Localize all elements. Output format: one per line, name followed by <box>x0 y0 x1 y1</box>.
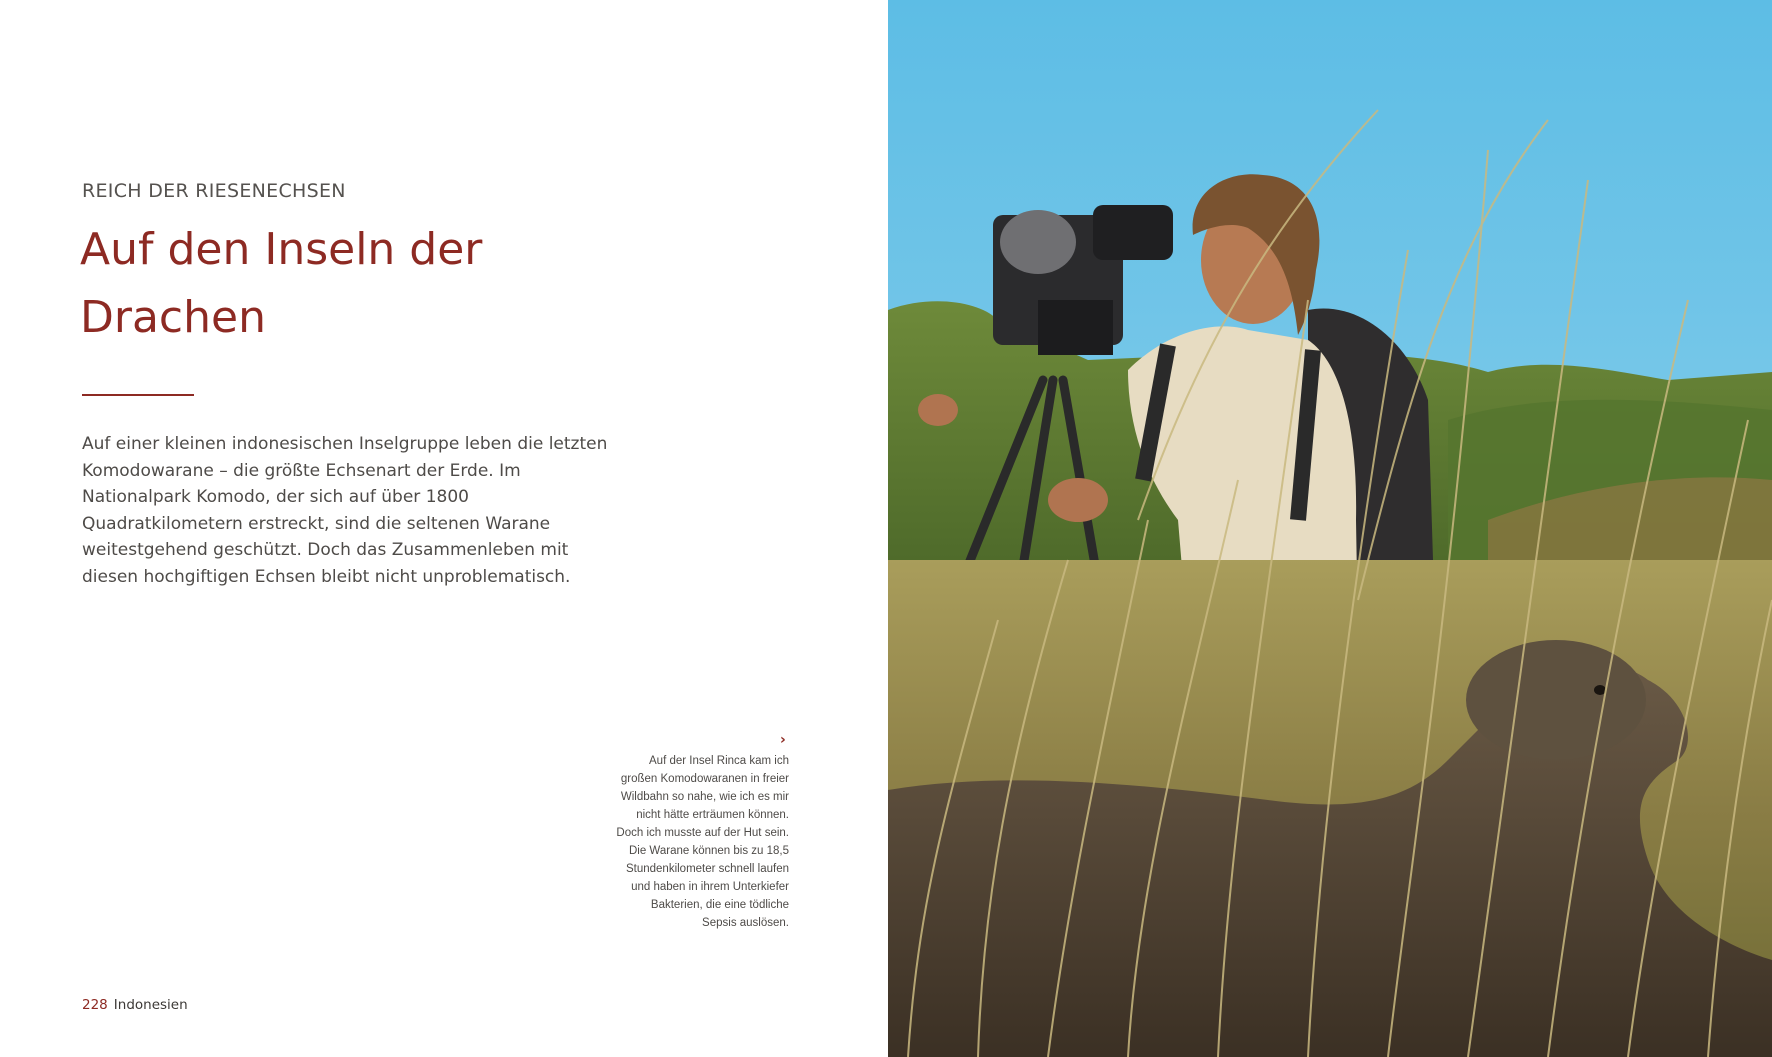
section-name: Indonesien <box>113 997 188 1013</box>
lead-paragraph: Auf einer kleinen indonesischen Inselgruppe leben die letzten Komodowarane – die größte Echsenart der Erde. Im Nationalpark Komodo, der sich auf über 1800 Quadratkilometern erstreckt, sind die seltenen Warane weitestgehend geschützt. Doch das Zusammenleben mit diesen hochgiftigen Echsen bleibt nicht unproblematisch. <box>82 434 608 587</box>
caption-arrow-icon: › <box>780 732 786 748</box>
chapter-title: Auf den Inseln der Drachen <box>80 224 483 343</box>
page-footer <box>82 997 188 1013</box>
page-number: 228 <box>82 997 108 1013</box>
photo-illustration <box>888 0 1772 1057</box>
komodo-photo <box>888 0 1772 1057</box>
section-kicker: REICH DER RIESENECHSEN <box>82 180 346 202</box>
title-divider <box>82 394 194 396</box>
photo-caption: Auf der Insel Rinca kam ich großen Komodowaranen in freier Wildbahn so nahe, wie ich es mir nicht hätte erträumen können. Doch ich musste auf der Hut sein. Die Warane können bis zu 18,5 Stundenkilometer schnell laufen und haben in ihrem Unterkiefer Bakterien, die eine tödliche Sepsis auslösen. <box>616 755 789 929</box>
